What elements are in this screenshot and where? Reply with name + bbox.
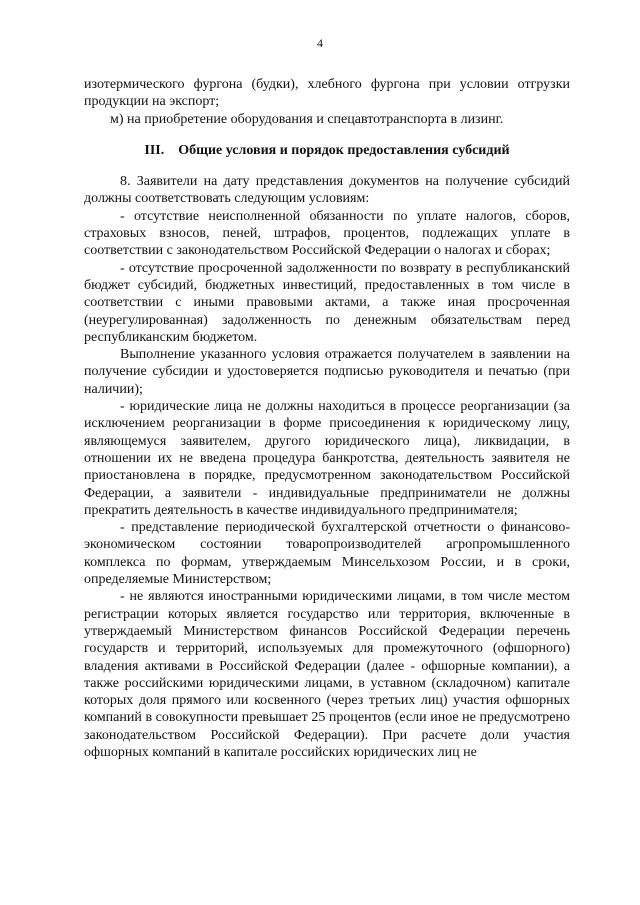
paragraph: - юридические лица не должны находиться в процессе реорганизации (за исключением реорганизации в форме присоединения к юридическому лицу, являющемуся заявителем, другого юридического лица), ликвидации, в отношении их не введена процедура банкротства, деятельность заявителя не приостановлена в порядке, предусмотренном законодательством Российской Федерации, а заявители - индивидуальные предприниматели не должны прекратить деятельность в качестве индивидуального предпринимателя; (84, 399, 570, 518)
document-body (84, 76, 570, 761)
section-title: Общие условия и порядок предоставления субсидий (178, 142, 510, 158)
paragraph: - отсутствие неисполненной обязанности по уплате налогов, сборов, страховых взносов, пеней, штрафов, процентов, подлежащих уплате в соответствии с законодательством Российской Федерации о налогах и сборах; (84, 208, 570, 259)
page-number: 4 (317, 36, 323, 50)
paragraph: - не являются иностранными юридическими лицами, в том числе местом регистрации которых является государство или территория, включенные в утверждаемый Министерством финансов Российской Федерации перечень государств и территорий, используемых для промежуточного (офшорного) владения активами в Российской Федерации (далее - офшорные компании), а также российскими юридическими лицами, в уставном (складочном) капитале которых доля прямого или косвенного (через третьих лиц) участия офшорных компаний в совокупности превышает 25 процентов (если иное не предусмотрено законодательством Российской Федерации). При расчете доли участия офшорных компаний в капитале российских юридических лиц не (84, 589, 570, 760)
paragraph: изотермического фургона (будки), хлебного фургона при условии отгрузки продукции на экспорт; (84, 77, 570, 110)
section-heading (84, 142, 570, 159)
paragraph: м) на приобретение оборудования и спецавтотранспорта в лизинг. (110, 111, 504, 127)
paragraph: Выполнение указанного условия отражается получателем в заявлении на получение субсидии и удостоверяется подписью руководителя и печатью (при наличии); (84, 347, 570, 397)
paragraph: - отсутствие просроченной задолженности по возврату в республиканский бюджет субсидий, бюджетных инвестиций, предоставленных в том числе в соответствии с иными правовыми актами, а также иная просроченная (неурегулированная) задолженность по денежным обязательствам перед республиканским бюджетом. (84, 260, 570, 345)
paragraph: 8. Заявители на дату представления документов на получение субсидий должны соответствовать следующим условиям: (84, 174, 570, 207)
paragraph: - представление периодической бухгалтерской отчетности о финансово-экономическом состоянии товаропроизводителей агропромышленного комплекса по формам, утверждаемым Минсельхозом России, и в сроки, определяемые Министерством; (84, 520, 570, 588)
section-numeral: III. (144, 142, 165, 158)
